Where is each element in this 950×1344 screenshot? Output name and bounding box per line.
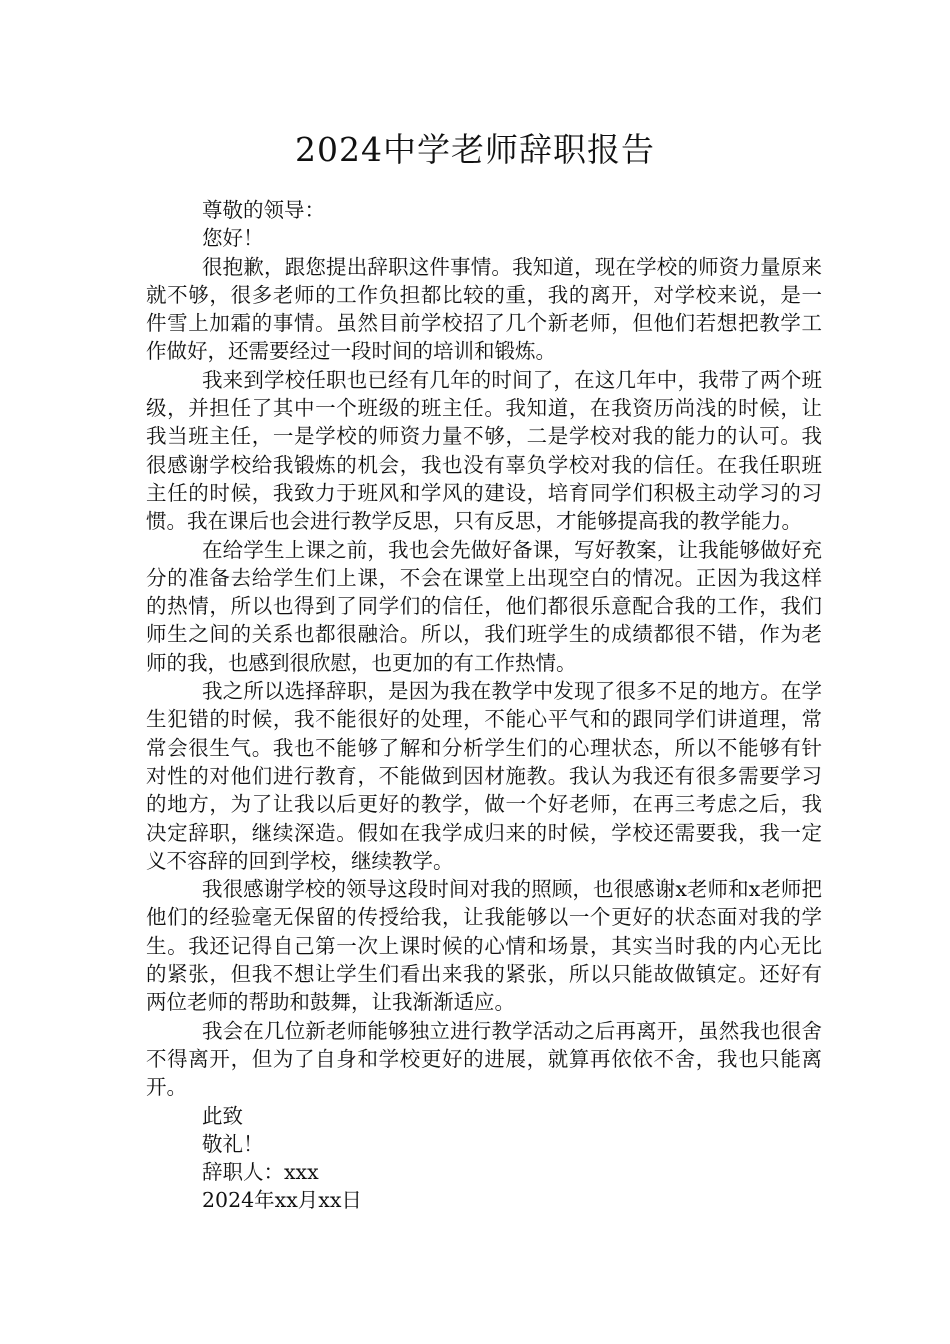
paragraph: 我之所以选择辞职，是因为我在教学中发现了很多不足的地方。在学生犯错的时候，我不能很好的处理，不能心平气和的跟同学们讲道理，常常会很生气。我也不能够了解和分析学生们的心理状态，所以不能够有针对性的对他们进行教育，不能做到因材施教。我认为我还有很多需要学习的地方，为了让我以后更好的教学，做一个好老师，在再三考虑之后，我决定辞职，继续深造。假如在我学成归来的时候，学校还需要我，我一定义不容辞的回到学校，继续教学。 bbox=[146, 679, 822, 873]
date: 2024年xx月xx日 bbox=[202, 1188, 362, 1213]
document-body bbox=[146, 196, 822, 1215]
paragraph: 我来到学校任职也已经有几年的时间了，在这几年中，我带了两个班级，并担任了其中一个班级的班主任。我知道，在我资历尚浅的时候，让我当班主任，一是学校的师资力量不够，二是学校对我的能力的认可。我很感谢学校给我锻炼的机会，我也没有辜负学校对我的信任。在我任职班主任的时候，我致力于班风和学风的建设，培育同学们积极主动学习的习惯。我在课后也会进行教学反思，只有反思，才能够提高我的教学能力。 bbox=[146, 367, 822, 534]
salutation: 尊敬的领导： bbox=[202, 198, 325, 222]
signature: 辞职人：xxx bbox=[202, 1160, 319, 1185]
document-title: 2024中学老师辞职报告 bbox=[295, 130, 655, 169]
paragraph: 很抱歉，跟您提出辞职这件事情。我知道，现在学校的师资力量原来就不够，很多老师的工作负担都比较的重，我的离开，对学校来说，是一件雪上加霜的事情。虽然目前学校招了几个新老师，但他们若想把教学工作做好，还需要经过一段时间的培训和锻炼。 bbox=[146, 254, 822, 364]
closing-phrase: 此致 bbox=[202, 1103, 243, 1128]
paragraph: 我很感谢学校的领导这段时间对我的照顾，也很感谢x老师和x老师把他们的经验毫无保留的传授给我，让我能够以一个更好的状态面对我的学生。我还记得自己第一次上课时候的心情和场景，其实当时我的内心无比的紧张，但我不想让学生们看出来我的紧张，所以只能故做镇定。还好有两位老师的帮助和鼓舞，让我渐渐适应。 bbox=[146, 877, 822, 1015]
paragraph: 我会在几位新老师能够独立进行教学活动之后再离开，虽然我也很舍不得离开，但为了自身和学校更好的进展，就算再依依不舍，我也只能离开。 bbox=[146, 1018, 822, 1100]
closing-salute: 敬礼！ bbox=[202, 1131, 264, 1156]
greeting: 您好！ bbox=[202, 226, 264, 251]
paragraph: 在给学生上课之前，我也会先做好备课，写好教案，让我能够做好充分的准备去给学生们上课，不会在课堂上出现空白的情况。正因为我这样的热情，所以也得到了同学们的信任，他们都很乐意配合我的工作，我们师生之间的关系也都很融洽。所以，我们班学生的成绩都很不错，作为老师的我，也感到很欣慰，也更加的有工作热情。 bbox=[146, 537, 822, 675]
